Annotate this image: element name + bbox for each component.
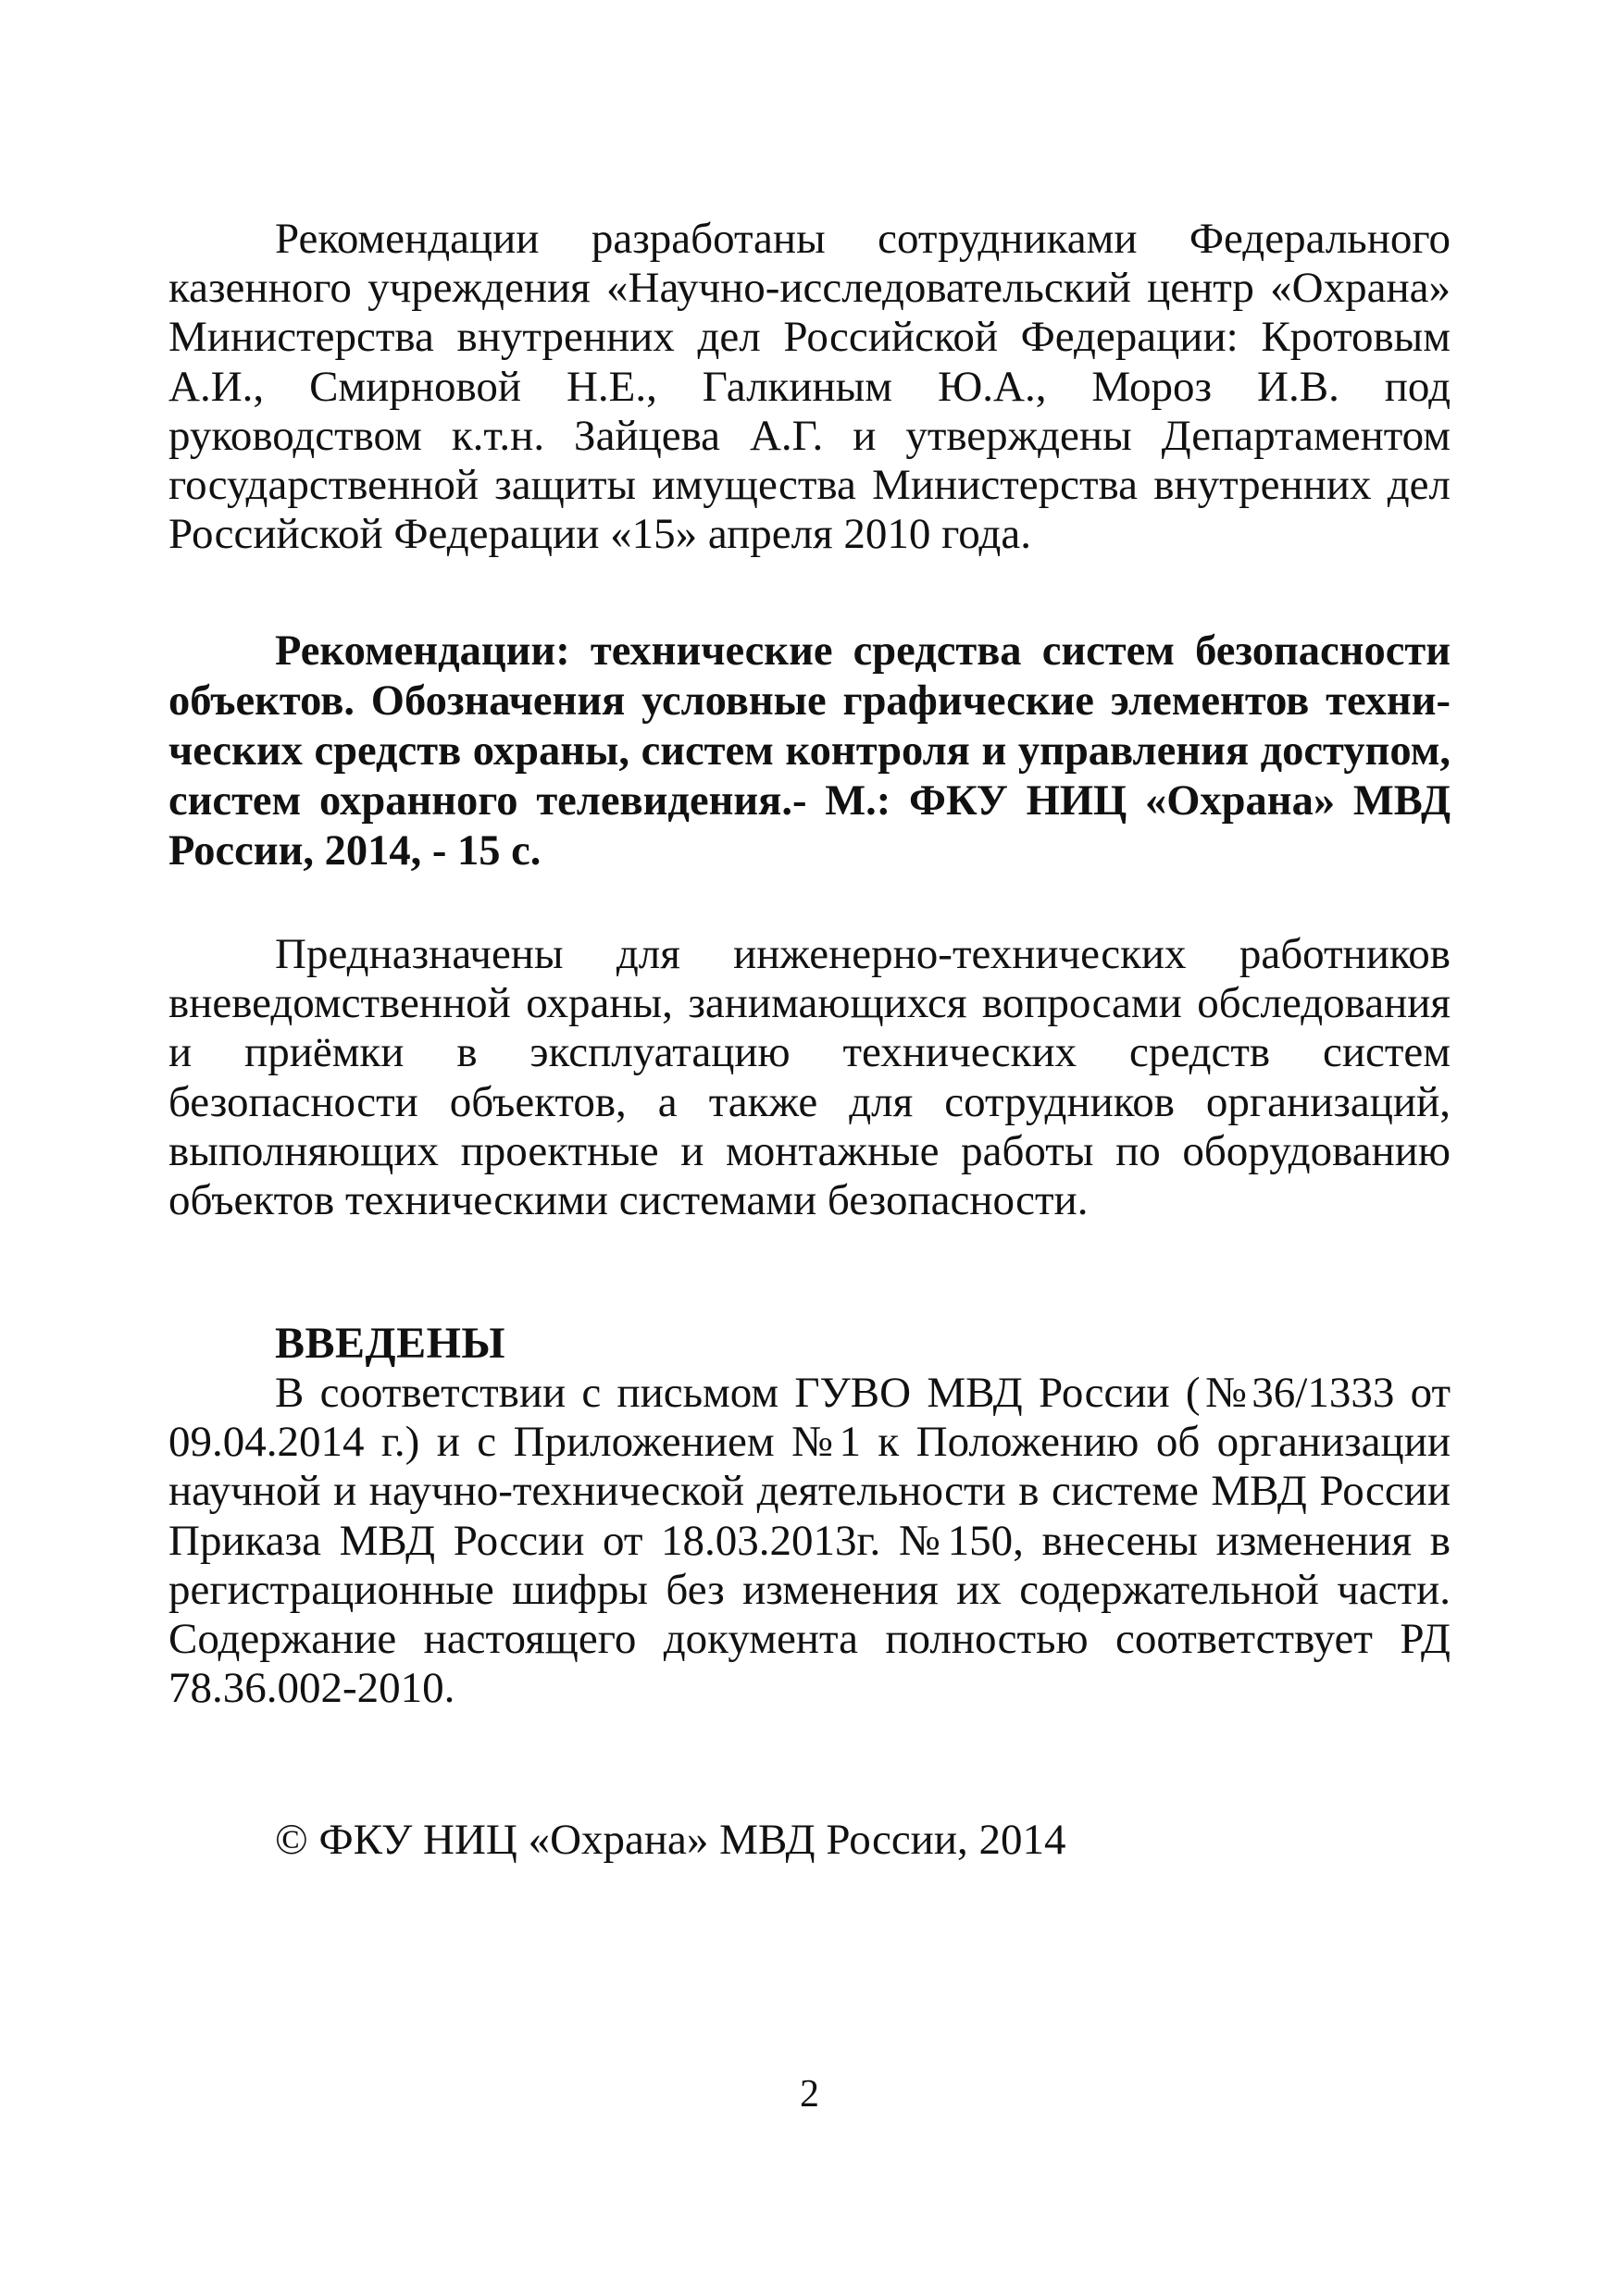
copyright-notice: © ФКУ НИЦ «Охрана» МВД России, 2014 [275,1816,1066,1864]
introduced-paragraph: В соответствии с письмом ГУВО МВД России (№36/1333 от 09.04.2014 г.) и с Приложением №1 к Положению об организации научной и научно-технической деятельности в системе МВД России Приказа МВД России от 18.03.2013г. №150, внесены изменения в регистрационные шифры без изменения их содержательной части. Содержание настоящего документа полностью соответствует РД 78.36.002-2010. [168,1369,1451,1713]
introduced-heading: ВВЕДЕНЫ [275,1319,506,1368]
credits-paragraph: Рекомендации разработаны сотрудниками Федерального казенного учреждения «Научно-исследовательский центр «Охрана» Министерства внутренних дел Российской Федерации: Кротовым А.И., Смирновой Н.Е., Галкиным Ю.А., Мороз И.В. под руководством к.т.н. Зайцева А.Г. и утверждены Департаментом государственной защиты имущества Министерства внутренних дел Российской Федерации «15» апреля 2010 года. [168,215,1451,559]
page-number: 2 [800,2073,819,2116]
bibliographic-citation: Рекомендации: технические средства систем безопасности объектов. Обозначения условные графические элементов технических средств охраны, систем контроля и управления доступом, систем охранного телевидения.- М.: ФКУ НИЦ «Охрана» МВД России, 2014, - 15 с. [168,627,1451,875]
purpose-paragraph: Предназначены для инженерно-технических работников вневедомственной охраны, занимающихся вопросами обследования и приёмки в эксплуатацию технических средств систем безопасности объектов, а также для сотрудников организаций, выполняющих проектные и монтажные работы по оборудованию объектов техническими системами безопасности. [168,930,1451,1225]
